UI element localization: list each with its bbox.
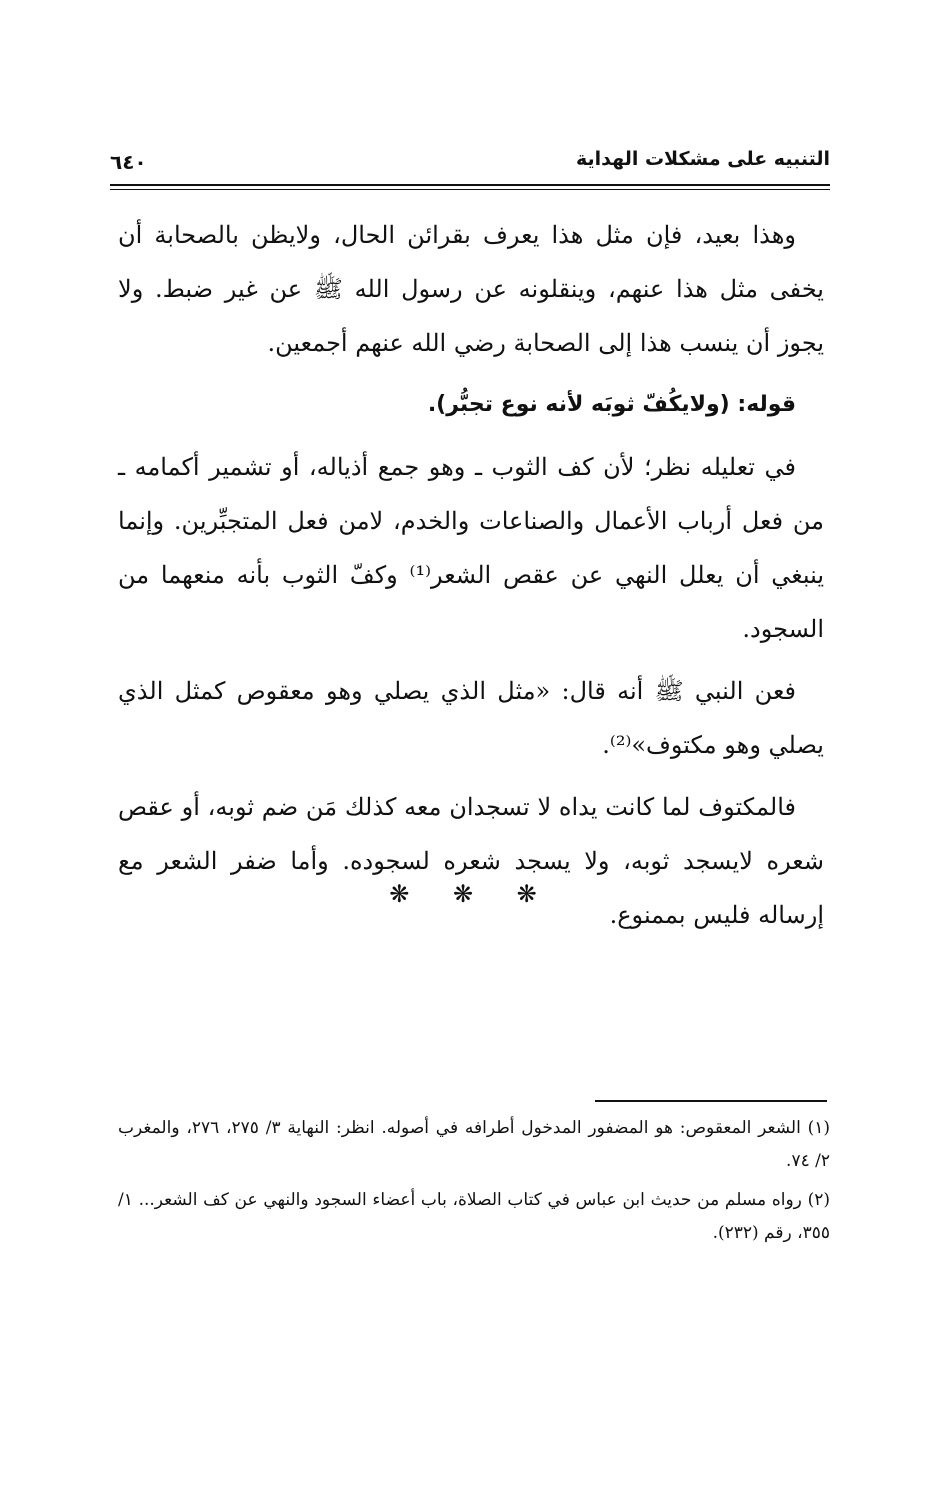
- running-header: [110, 140, 830, 180]
- paragraph: فالمكتوف لما كانت يداه لا تسجدان معه كذلك مَن ضم ثوبه، أو عقص شعره لايسجد ثوبه، ولا يسجد شعره لسجوده. وأما ضفر الشعر مع إرساله فليس بممنوع.: [118, 793, 824, 929]
- paragraph: فعن النبي ﷺ أنه قال: «مثل الذي يصلي وهو معقوص كمثل الذي يصلي وهو مكتوف»⁽²⁾.: [118, 677, 824, 759]
- footnotes: [118, 1112, 830, 1256]
- header-rule: [110, 184, 830, 186]
- page-number: ٦٤٠: [110, 150, 147, 174]
- paragraph: في تعليله نظر؛ لأن كف الثوب ـ وهو جمع أذياله، أو تشمير أكمامه ـ من فعل أرباب الأعمال والصناعات والخدم، لامن فعل المتجبِّرين. وإنما ينبغي أن يعلل النهي عن عقص الشعر⁽¹⁾ وكفّ الثوب بأنه منعهما من السجود.: [118, 453, 825, 643]
- paragraph: وهذا بعيد، فإن مثل هذا يعرف بقرائن الحال، ولايظن بالصحابة أن يخفى مثل هذا عنهم، وينقلونه عن رسول الله ﷺ عن غير ضبط. ولا يجوز أن ينسب هذا إلى الصحابة رضي الله عنهم أجمعين.: [118, 221, 824, 357]
- footnote: (٢) رواه مسلم من حديث ابن عباس في كتاب الصلاة، باب أعضاء السجود والنهي عن كف الشعر... ١/ ٣٥٥، رقم (٢٣٢).: [118, 1190, 830, 1243]
- body-text: [118, 208, 824, 950]
- header-rule-thin: [110, 189, 830, 190]
- footnote: (١) الشعر المعقوص: هو المضفور المدخول أطرافه في أصوله. انظر: النهاية ٣/ ٢٧٥، ٢٧٦، والمغرب ٢/ ٧٤.: [118, 1118, 831, 1171]
- quoted-statement: قوله: (ولايكُفّ ثوبَه لأنه نوع تجبُّر).: [427, 392, 796, 417]
- footnote-rule: [595, 1100, 827, 1102]
- section-separator: ❋ ❋ ❋: [389, 880, 555, 908]
- running-header-title: التنبيه على مشكلات الهداية: [576, 148, 830, 170]
